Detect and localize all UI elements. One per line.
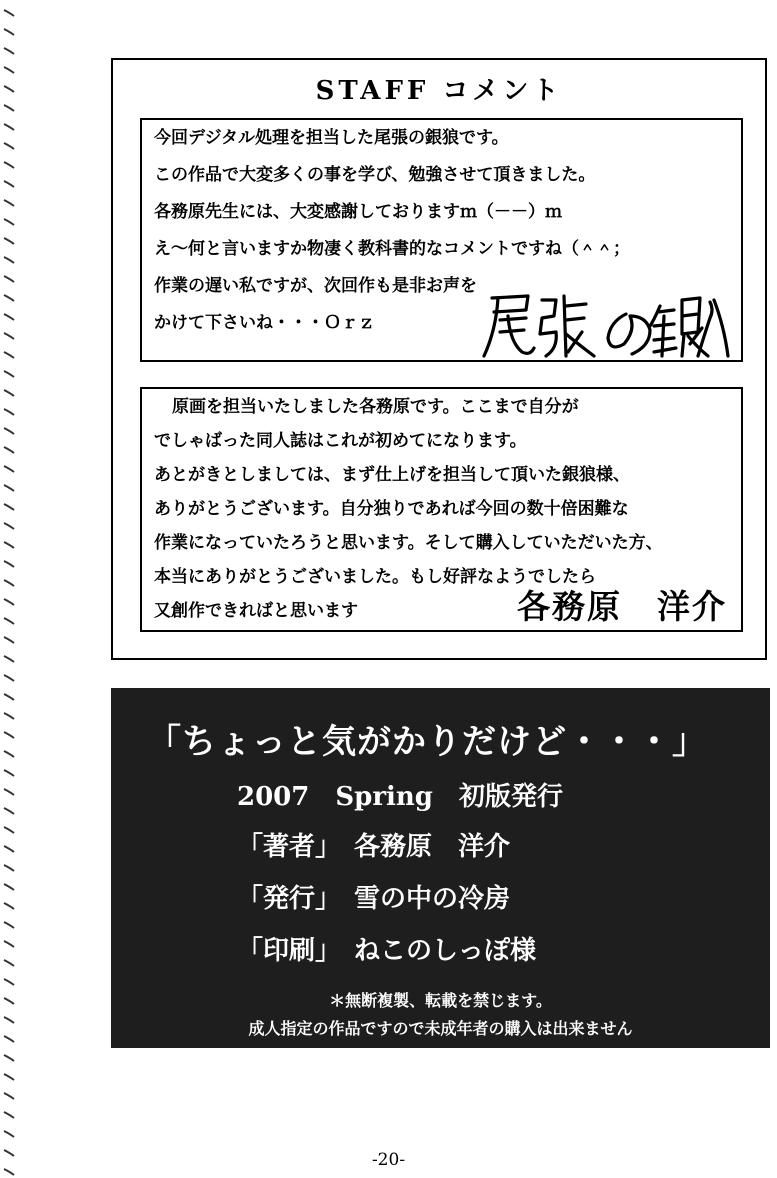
- age-restriction-notice: 成人指定の作品ですので未成年者の購入は出来ません: [248, 1019, 633, 1038]
- comment-line: あとがきとしましては、まず仕上げを担当して頂いた銀狼様、: [154, 465, 630, 485]
- binding-mark: [4, 1017, 14, 1023]
- comment-line: え～何と言いますか物凄く教科書的なコメントですね（＾＾；: [154, 239, 630, 259]
- binding-mark: [4, 105, 14, 111]
- binding-mark: [4, 1093, 14, 1099]
- binding-mark: [4, 808, 14, 814]
- comment-line: 本当にありがとうございました。もし好評なようでしたら: [154, 567, 596, 587]
- binding-mark: [4, 504, 14, 510]
- binding-mark: [4, 618, 14, 624]
- binding-mark: [4, 827, 14, 833]
- page-number: -20-: [371, 1150, 406, 1170]
- binding-mark: [4, 276, 14, 282]
- comment-line: 作業の遅い私ですが、次回作も是非お声を: [154, 276, 477, 296]
- binding-mark: [4, 466, 14, 472]
- binding-mark: [4, 29, 14, 35]
- binding-mark: [4, 770, 14, 776]
- binding-mark: [4, 865, 14, 871]
- comment-line: 原画を担当いたしました各務原です。ここまで自分が: [172, 397, 579, 417]
- binding-mark: [4, 979, 14, 985]
- binding-mark: [4, 656, 14, 662]
- binding-mark: [4, 599, 14, 605]
- binding-mark: [4, 485, 14, 491]
- binding-mark: [4, 86, 14, 92]
- binding-mark: [4, 941, 14, 947]
- binding-mark: [4, 1036, 14, 1042]
- colophon-box: [111, 688, 770, 1048]
- binding-mark: [4, 352, 14, 358]
- binding-mark: [4, 561, 14, 567]
- book-title: 「ちょっと気がかりだけど・・・」: [147, 722, 707, 762]
- binding-mark: [4, 523, 14, 529]
- binding-mark: [4, 960, 14, 966]
- binding-mark: [4, 998, 14, 1004]
- binding-mark: [4, 1074, 14, 1080]
- binding-mark: [4, 447, 14, 453]
- binding-mark: [4, 390, 14, 396]
- comment-line: この作品で大変多くの事を学び、勉強させて頂きました。: [154, 165, 596, 185]
- binding-mark: [4, 675, 14, 681]
- binding-mark: [4, 713, 14, 719]
- comment-line: 各務原先生には、大変感謝しておりますｍ（－－）ｍ: [154, 202, 562, 222]
- binding-mark: [4, 884, 14, 890]
- binding-mark: [4, 238, 14, 244]
- binding-mark: [4, 1112, 14, 1118]
- binding-mark: [4, 200, 14, 206]
- comment-line: かけて下さいね・・・Ｏｒｚ: [154, 313, 375, 333]
- copyright-notice: ＊無断複製、転載を禁じます。: [329, 991, 552, 1010]
- binding-mark: [4, 542, 14, 548]
- comment-line: 又創作できればと思います: [154, 601, 358, 621]
- binding-mark: [4, 48, 14, 54]
- author-line: 「著者」 各務原 洋介: [237, 832, 511, 862]
- binding-mark: [4, 333, 14, 339]
- binding-mark: [4, 428, 14, 434]
- binding-mark: [4, 751, 14, 757]
- binding-mark: [4, 67, 14, 73]
- binding-mark: [4, 295, 14, 301]
- binding-mark: [4, 922, 14, 928]
- binding-mark: [4, 903, 14, 909]
- binding-mark: [4, 1055, 14, 1061]
- binding-mark: [4, 694, 14, 700]
- publisher-line: 「発行」 雪の中の冷房: [237, 884, 511, 914]
- binding-mark: [4, 181, 14, 187]
- binding-mark: [4, 124, 14, 130]
- binding-mark: [4, 732, 14, 738]
- binding-mark: [4, 219, 14, 225]
- staff-title: STAFF コメント: [315, 76, 563, 106]
- comment-box-original-artist: [140, 387, 743, 632]
- binding-mark: [4, 1131, 14, 1137]
- comment-line: でしゃばった同人誌はこれが初めてになります。: [154, 431, 527, 451]
- binding-mark: [4, 637, 14, 643]
- binding-mark: [4, 409, 14, 415]
- comment-line: 今回デジタル処理を担当した尾張の銀狼です。: [154, 128, 509, 148]
- comment-line: 作業になっていたろうと思います。そして購入していただいた方、: [154, 533, 663, 553]
- binding-mark: [4, 257, 14, 263]
- spiral-binding: [0, 0, 22, 1178]
- binding-mark: [4, 162, 14, 168]
- comment-line: ありがとうございます。自分独りであれば今回の数十倍困難な: [154, 499, 629, 519]
- binding-mark: [4, 314, 14, 320]
- edition-line: 2007 Spring 初版発行: [237, 782, 563, 812]
- binding-mark: [4, 789, 14, 795]
- author-signature: 各務原 洋介: [517, 587, 727, 626]
- binding-mark: [4, 580, 14, 586]
- binding-mark: [4, 371, 14, 377]
- handwritten-signature: [478, 286, 730, 362]
- binding-mark: [4, 10, 14, 16]
- printer-line: 「印刷」 ねこのしっぽ様: [237, 936, 537, 966]
- binding-mark: [4, 846, 14, 852]
- binding-mark: [4, 143, 14, 149]
